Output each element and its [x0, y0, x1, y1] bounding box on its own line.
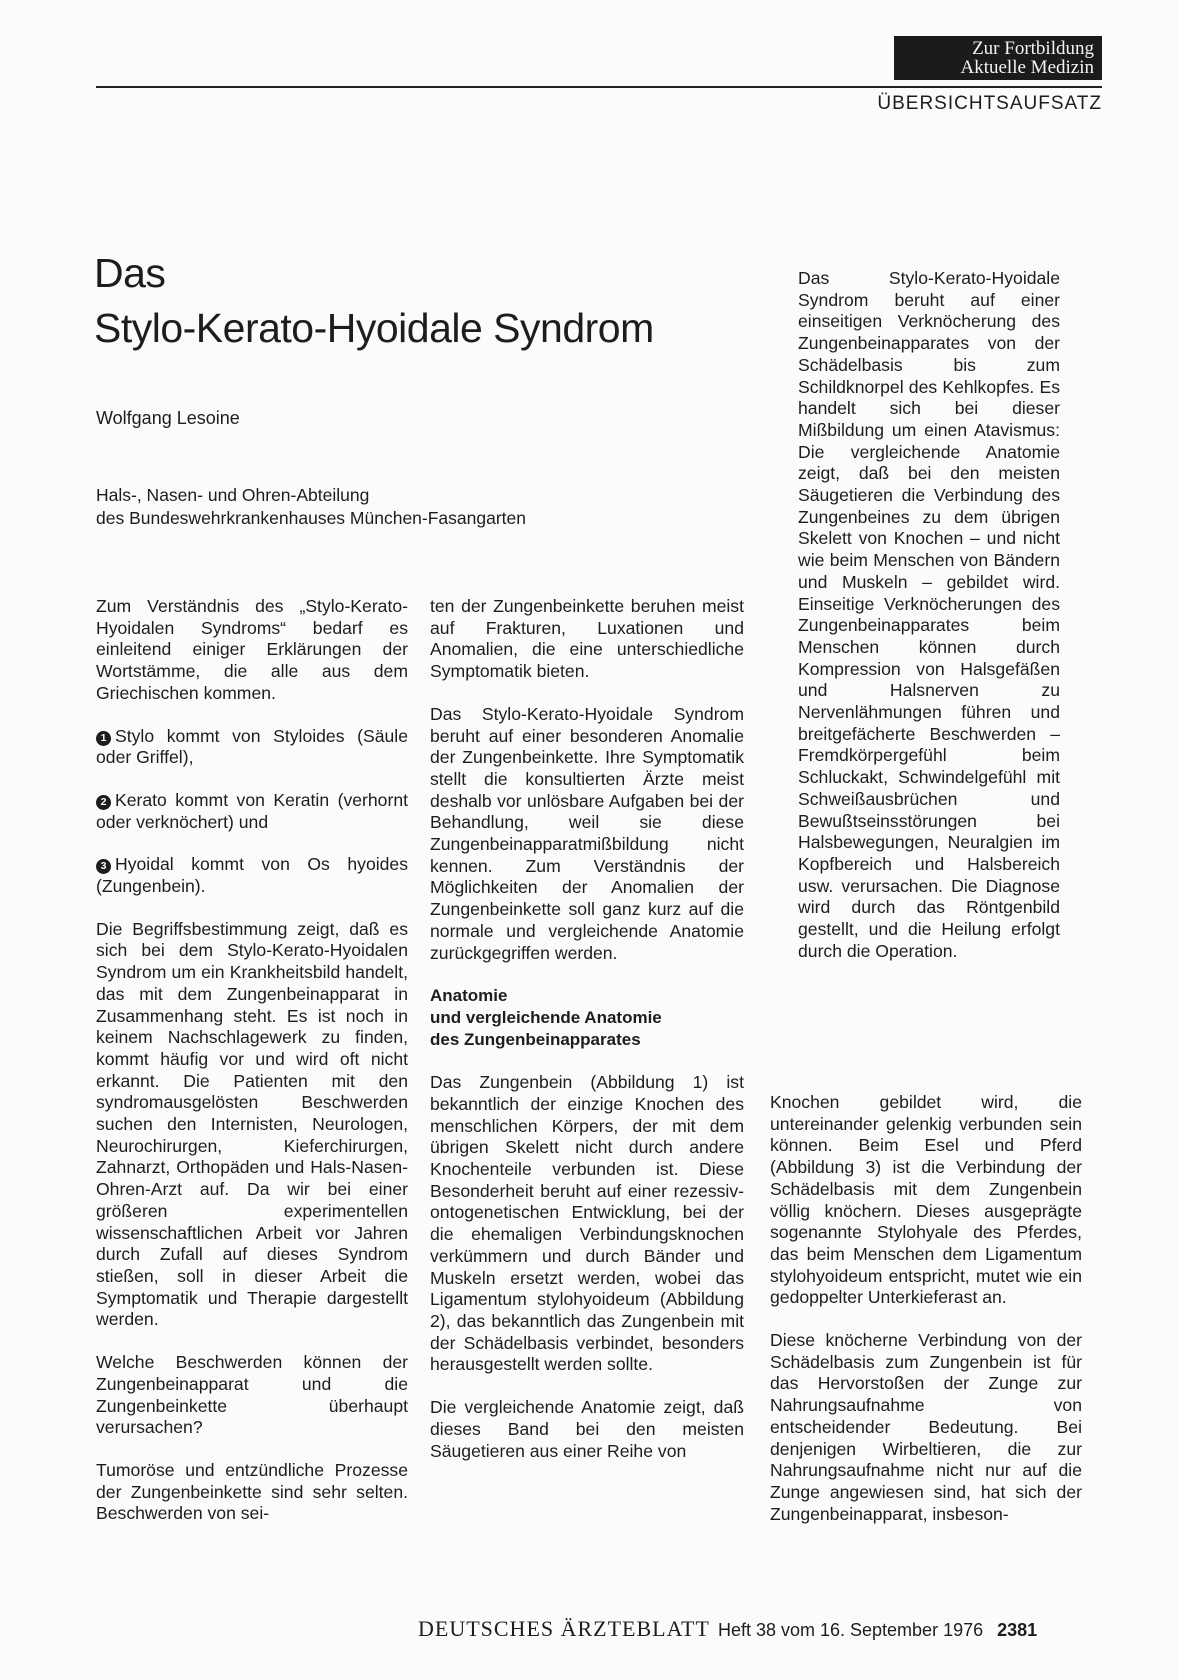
- paragraph: Zum Verständnis des „Stylo-Kerato-Hyoidalen Syndroms“ bedarf es einleitend einiger Erklärungen der Wortstämme, die alle aus dem Griechischen kommen.: [96, 596, 408, 703]
- affiliation-line-2: des Bundeswehrkrankenhauses München-Fasangarten: [96, 508, 526, 528]
- badge-line-1: Zur Fortbildung: [972, 38, 1094, 59]
- category-badge: [894, 36, 1102, 80]
- body-column-3: [770, 1092, 1082, 1525]
- number-2-icon: 2: [96, 795, 111, 810]
- list-item-text: Hyoidal kommt von Os hyoides (Zungenbein).: [96, 854, 408, 897]
- list-item-text: Stylo kommt von Styloides (Säule oder Griffel),: [96, 725, 408, 768]
- issue-info: Heft 38 vom 16. September 1976: [717, 1620, 984, 1640]
- subheading-line-1: Anatomie: [430, 986, 508, 1006]
- paragraph: Tumoröse und entzündliche Prozesse der Zungenbeinkette sind sehr selten. Beschwerden von sei-: [96, 1459, 408, 1524]
- summary-box: [798, 268, 1060, 963]
- header-rule: [96, 86, 1102, 88]
- journal-name: DEUTSCHES ÄRZTEBLATT: [418, 1616, 710, 1641]
- paragraph: Die vergleichende Anatomie zeigt, daß dieses Band bei den meisten Säugetieren aus einer Reihe von: [430, 1397, 744, 1461]
- paragraph: Welche Beschwerden können der Zungenbeinapparat und die Zungenbeinkette überhaupt verursachen?: [96, 1352, 408, 1438]
- number-1-icon: 1: [96, 731, 111, 746]
- subheading: [430, 985, 744, 1051]
- paragraph: Diese knöcherne Verbindung von der Schädelbasis zum Zungenbein ist für das Hervorstoßen der Zunge zur Nahrungsaufnahme von entscheidender Bedeutung. Bei denjenigen Wirbeltieren, die zur Nahrungsaufnahme nicht nur auf die Zunge angewiesen sind, hat sich der Zungenbeinapparat, insbeson-: [770, 1330, 1082, 1524]
- paragraph: ten der Zungenbeinkette beruhen meist auf Frakturen, Luxationen und Anomalien, die eine unterschiedliche Symptomatik bieten.: [430, 596, 744, 682]
- page-number: 2381: [997, 1620, 1038, 1640]
- affiliation-line-1: Hals-, Nasen- und Ohren-Abteilung: [96, 485, 370, 505]
- title-line-2: Stylo-Kerato-Hyoidale Syndrom: [94, 305, 654, 351]
- number-3-icon: 3: [96, 859, 111, 874]
- body-column-2: [430, 596, 744, 1462]
- subheading-line-3: des Zungenbeinapparates: [430, 1030, 641, 1050]
- paragraph: Das Stylo-Kerato-Hyoidale Syndrom beruht auf einer besonderen Anomalie der Zungenbeinkette. Ihre Symptomatik stellt die konsultierten Ärzte meist deshalb vor unlösbare Aufgaben bei der Behandlung, weil sie diese Zungenbeinapparatmißbildung nicht kennen. Zum Verständnis der Möglichkeiten der Anomalien der Zungenbeinkette soll ganz kurz auf die normale und vergleichende Anatomie zurückgegriffen werden.: [430, 703, 744, 963]
- author-name: Wolfgang Lesoine: [96, 408, 240, 428]
- title-line-1: Das: [94, 250, 166, 296]
- list-item: [96, 726, 408, 769]
- section-label: ÜBERSICHTSAUFSATZ: [877, 93, 1102, 114]
- list-item-text: Kerato kommt von Keratin (verhornt oder verknöchert) und: [96, 789, 408, 832]
- paragraph: Die Begriffsbestimmung zeigt, daß es sich bei dem Stylo-Kerato-Hyoidalen Syndrom um ein Krankheitsbild handelt, das mit dem Zungenbeinapparat in Zusammenhang steht. Es ist noch in keinem Nachschlagewerk zu finden, kommt häufig vor und wird oft nicht erkannt. Die Patienten mit den syndromausgelösten Beschwerden suchen den Internisten, Neurologen, Neurochirurgen, Kieferchirurgen, Zahnarzt, Orthopäden und Hals-Nasen-Ohren-Arzt auf. Da wir bei einer größeren experimentellen wissenschaftlichen Arbeit vor Jahren durch Zufall auf dieses Syndrom stießen, soll in dieser Arbeit die Symptomatik und Therapie dargestellt werden.: [96, 918, 408, 1330]
- affiliation: [96, 484, 526, 530]
- list-item: [96, 790, 408, 833]
- badge-line-2: Aktuelle Medizin: [960, 57, 1094, 78]
- summary-text: Das Stylo-Kerato-Hyoidale Syndrom beruht auf einer einseitigen Verknöcherung des Zungenbeinapparates von der Schädelbasis bis zum Schildknorpel des Kehlkopfes. Es handelt sich bei dieser Mißbildung um einen Atavismus: Die vergleichende Anatomie zeigt, daß bei den meisten Säugetieren die Verbindung des Zungenbeines zu dem übrigen Skelett von Knochen – und nicht wie beim Menschen von Bändern und Muskeln – gebildet wird. Einseitige Verknöcherungen des Zungenbeinapparates beim Menschen können durch Kompression von Halsgefäßen und Halsnerven zu Nervenlähmungen führen und breitgefächerte Beschwerden – Fremdkörpergefühl beim Schluckakt, Schwindelgefühl mit Schweißausbrüchen und Bewußtseinsstörungen bei Halsbewegungen, Neuralgien im Kopfbereich und Halsbereich usw. verursachen. Die Diagnose wird durch das Röntgenbild gestellt, und die Heilung erfolgt durch die Operation.: [798, 268, 1060, 961]
- paragraph: Das Zungenbein (Abbildung 1) ist bekanntlich der einzige Knochen des menschlichen Körpers, der mit dem übrigen Skelett nicht durch andere Knochenteile verbunden ist. Diese Besonderheit beruht auf einer rezessiv-ontogenetischen Entwicklung, bei der die ehemaligen Verbindungsknochen verkümmern und durch Bänder und Muskeln ersetzt werden, wobei das Ligamentum stylohyoideum (Abbildung 2), das bekanntlich das Zungenbein mit der Schädelbasis verbindet, besonders herausgestellt werden sollte.: [430, 1072, 744, 1375]
- paragraph: Knochen gebildet wird, die untereinander gelenkig verbunden sein können. Beim Esel und Pferd (Abbildung 3) ist die Verbindung der Schädelbasis mit dem Zungenbein völlig knöchern. Dieses ausgeprägte sogenannte Stylohyale des Pferdes, das beim Menschen dem Ligamentum stylohyoideum entspricht, mutet wie ein gedoppelter Unterkieferast an.: [770, 1092, 1082, 1308]
- page-footer: [418, 1616, 1037, 1642]
- subheading-line-2: und vergleichende Anatomie: [430, 1008, 662, 1028]
- article-title: [94, 246, 654, 356]
- body-column-1: [96, 596, 408, 1525]
- list-item: [96, 854, 408, 897]
